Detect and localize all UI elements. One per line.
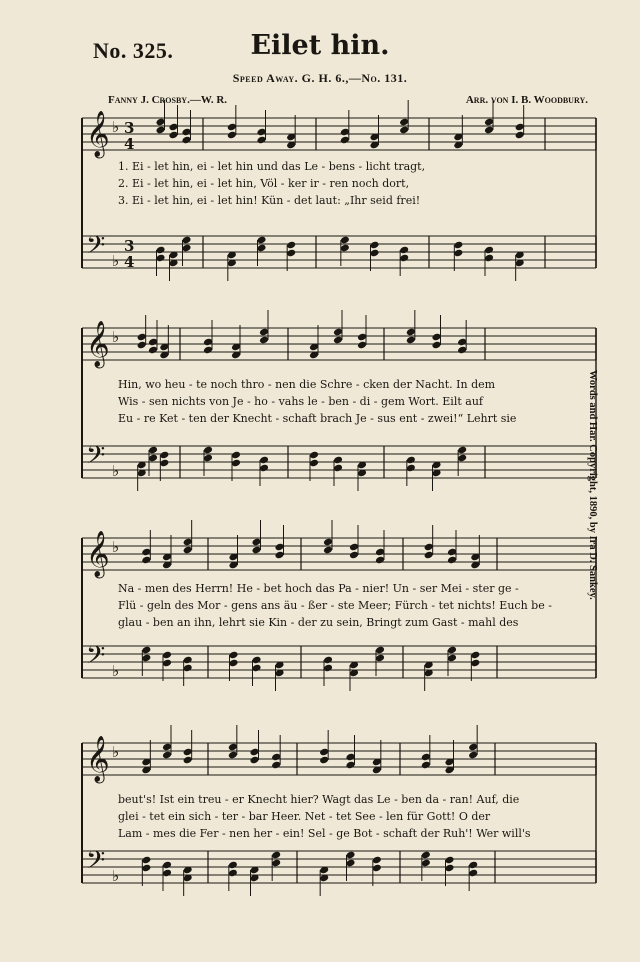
treble-clef-icon: 𝄞 — [86, 111, 110, 157]
time-signature-bottom: 4 — [124, 135, 135, 153]
bass-clef-icon: 𝄢 — [86, 231, 106, 266]
hymn-title: Eilet hin. — [250, 30, 390, 61]
time-signature-bottom: 4 — [124, 253, 135, 271]
lyric-line: Lam - mes die Fer - nen her - ein! Sel - ge Bot - schaft der Ruh'! Wer will's — [118, 827, 531, 840]
treble-clef-icon: 𝄞 — [86, 321, 110, 367]
bass-clef-icon: 𝄢 — [86, 846, 106, 881]
lyric-line: Hin, wo heu - te noch thro - nen die Schre - cken der Nacht. In dem — [118, 378, 496, 391]
lyric-line: beut's! Ist ein treu - er Knecht hier? Wagt das Le - ben da - ran! Auf, die — [118, 793, 520, 806]
time-signature-top: 3 — [124, 119, 135, 137]
copyright-notice: Words and Har. Copyright, 1890, by Ira D. Sankey. — [587, 370, 598, 600]
flat-icon: ♭ — [112, 118, 120, 136]
author-credit: Fanny J. Crosby.—W. R. — [108, 94, 228, 106]
lyric-line: 1. Ei - let hin, ei - let hin und das Le - bens - licht tragt, — [118, 160, 426, 173]
hymn-number: No. 325. — [93, 38, 174, 63]
flat-icon: ♭ — [112, 743, 120, 761]
lyric-line: Na - men des Herrn! He - bet hoch das Pa - nier! Un - ser Mei - ster ge - — [118, 582, 519, 595]
lyric-line: glei - tet ein sich - ter - bar Heer. Net - tet See - len für Gott! O der — [118, 810, 491, 823]
time-signature-top: 3 — [124, 237, 135, 255]
lyric-line: Wis - sen nichts von Je - ho - vahs le - ben - di - gem Wort. Eilt auf — [118, 395, 483, 408]
flat-icon: ♭ — [112, 662, 120, 680]
treble-clef-icon: 𝄞 — [86, 736, 110, 782]
flat-icon: ♭ — [112, 328, 120, 346]
lyric-line: glau - ben an ihn, lehrt sie Kin - der zu sein, Bringt zum Gast - mahl des — [118, 616, 519, 629]
lyric-line: 2. Ei - let hin, ei - let hin, Völ - ker ir - ren noch dort, — [118, 177, 410, 190]
flat-icon: ♭ — [112, 867, 120, 885]
flat-icon: ♭ — [112, 538, 120, 556]
tune-reference: Speed Away. G. H. 6.,—No. 131. — [232, 71, 408, 85]
lyric-line: Flü - geln des Mor - gens ans äu - ßer - ste Meer; Fürch - tet nichts! Euch be - — [118, 599, 552, 612]
arranger-credit: Arr. von I. B. Woodbury. — [465, 94, 588, 106]
lyric-line: 3. Ei - let hin, ei - let hin! Kün - det laut: „Ihr seid frei! — [118, 194, 421, 207]
bass-clef-icon: 𝄢 — [86, 441, 106, 476]
treble-clef-icon: 𝄞 — [86, 531, 110, 577]
bass-clef-icon: 𝄢 — [86, 641, 106, 676]
flat-icon: ♭ — [112, 252, 120, 270]
lyric-line: Eu - re Ket - ten der Knecht - schaft brach Je - sus ent - zwei!“ Lehrt sie — [118, 412, 517, 425]
flat-icon: ♭ — [112, 462, 120, 480]
